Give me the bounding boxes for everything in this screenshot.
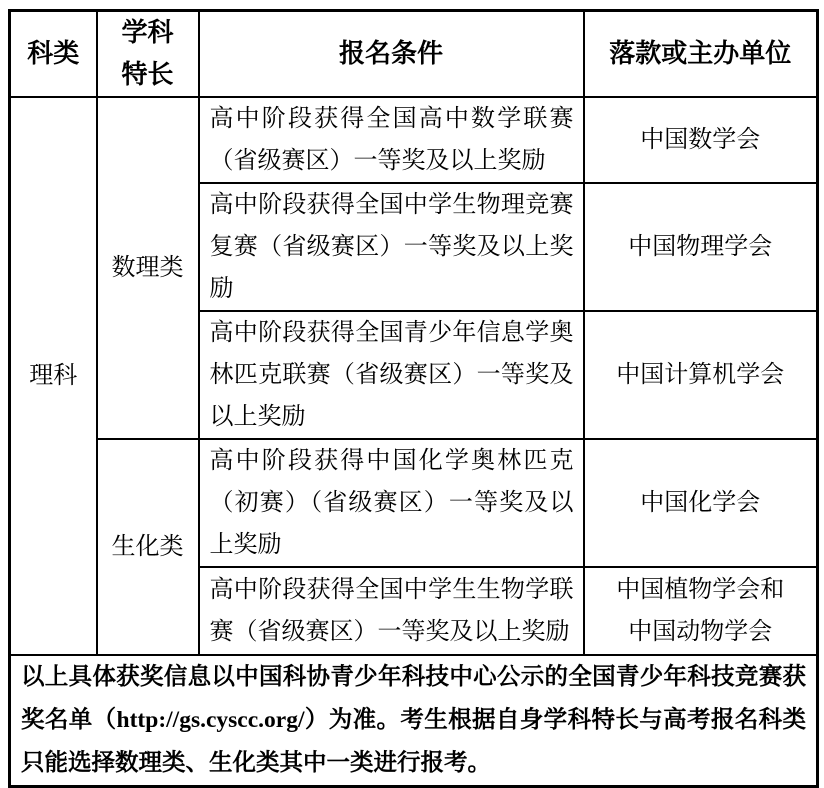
condition-cell-chemistry: 高中阶段获得中国化学奥林匹克（初赛）（省级赛区）一等奖及以上奖励	[199, 439, 584, 567]
organizer-cell-math: 中国数学会	[584, 97, 818, 183]
condition-cell-physics: 高中阶段获得全国中学生物理竞赛复赛（省级赛区）一等奖及以上奖励	[199, 183, 584, 311]
condition-cell-biology: 高中阶段获得全国中学生生物学联赛（省级赛区）一等奖及以上奖励	[199, 567, 584, 655]
specialty-cell-math-physics: 数理类	[97, 97, 199, 439]
organizer-cell-informatics: 中国计算机学会	[584, 311, 818, 439]
condition-cell-informatics: 高中阶段获得全国青少年信息学奥林匹克联赛（省级赛区）一等奖及以上奖励	[199, 311, 584, 439]
header-cell-organizer: 落款或主办单位	[584, 11, 818, 98]
admission-requirements-table	[8, 9, 819, 788]
table-row	[10, 439, 818, 567]
condition-cell-math: 高中阶段获得全国高中数学联赛（省级赛区）一等奖及以上奖励	[199, 97, 584, 183]
organizer-cell-biology: 中国植物学会和中国动物学会	[584, 567, 818, 655]
header-cell-category: 科类	[10, 11, 97, 98]
table-header-row	[10, 11, 818, 98]
category-cell-science: 理科	[10, 97, 97, 655]
organizer-cell-physics: 中国物理学会	[584, 183, 818, 311]
note-cell: 以上具体获奖信息以中国科协青少年科技中心公示的全国青少年科技竞赛获奖名单（http://gs.cyscc.org/）为准。考生根据自身学科特长与高考报名科类只能选择数理类、生化类其中一类进行报考。	[10, 655, 818, 787]
header-cell-condition: 报名条件	[199, 11, 584, 98]
organizer-cell-chemistry: 中国化学会	[584, 439, 818, 567]
table-footer-row	[10, 655, 818, 787]
header-cell-specialty: 学科特长	[97, 11, 199, 98]
table-row	[10, 97, 818, 183]
specialty-cell-bio-chem: 生化类	[97, 439, 199, 655]
